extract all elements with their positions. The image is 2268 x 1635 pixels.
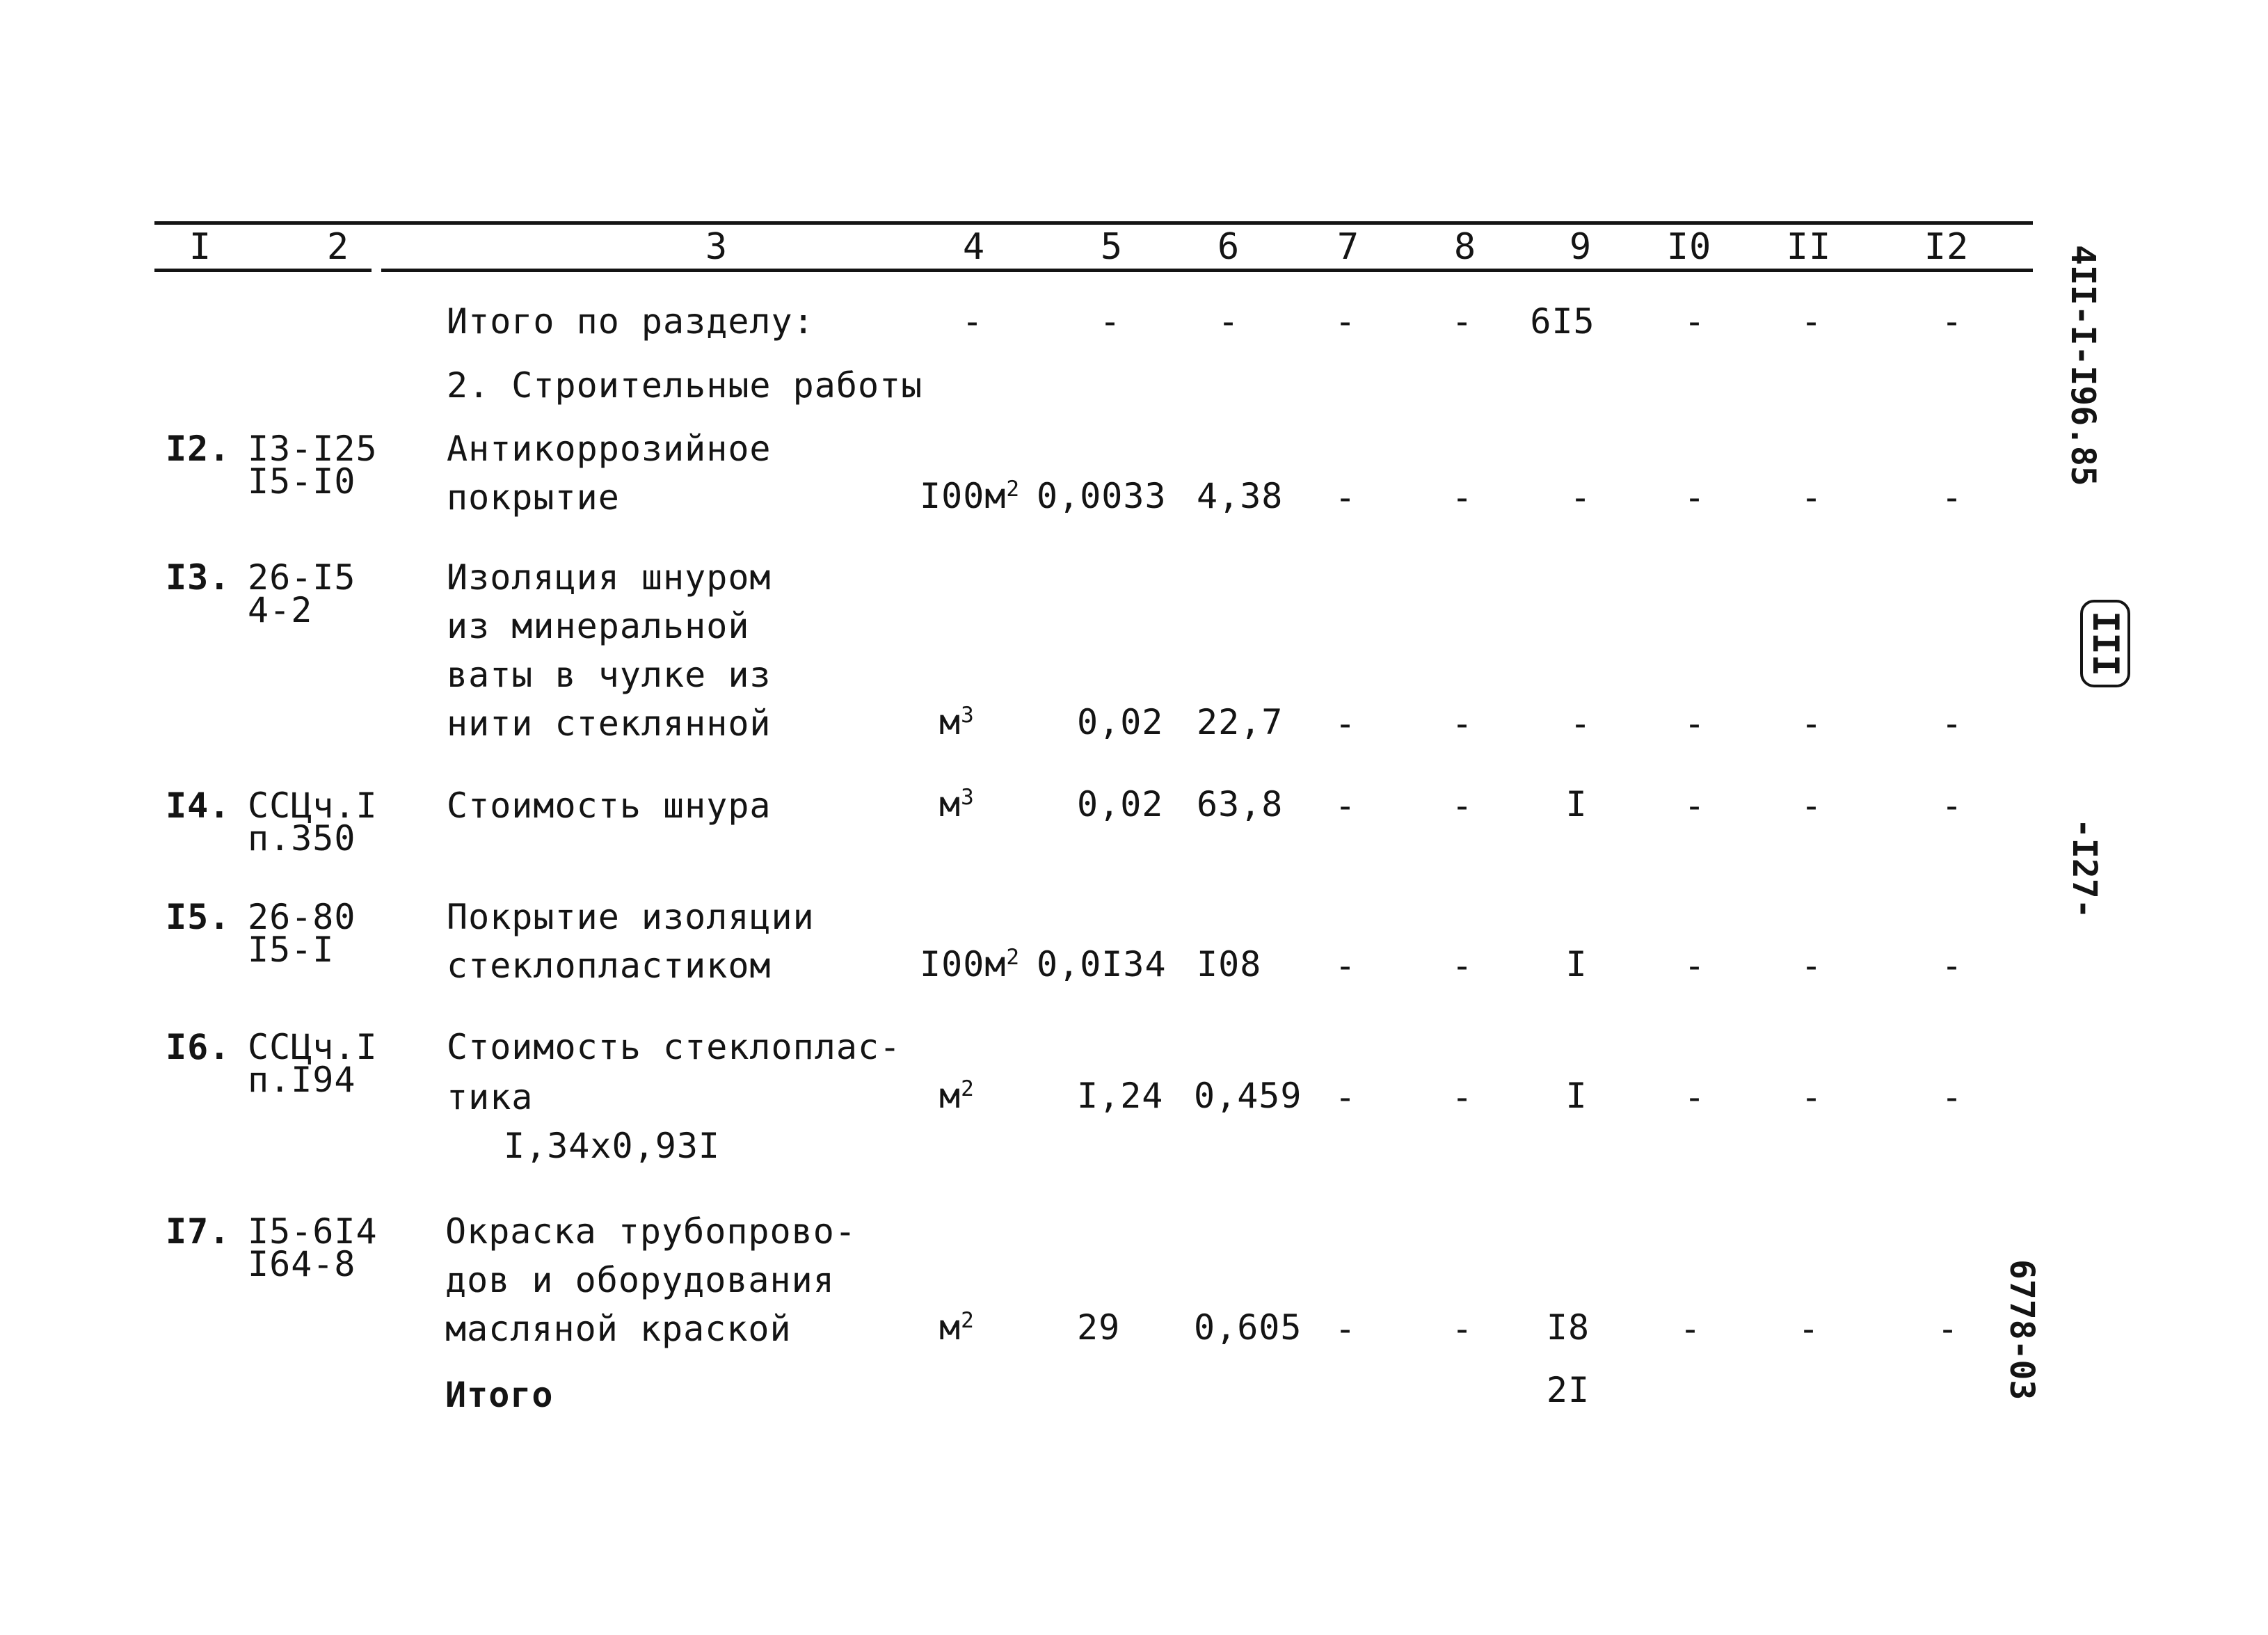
header-col-10: I0 — [1666, 226, 1712, 268]
row-15-c8: - — [1451, 946, 1474, 986]
row-13-desc-line4: нити стеклянной — [447, 703, 772, 744]
row-15-c10: - — [1684, 946, 1706, 986]
row-17-c7: - — [1334, 1309, 1357, 1349]
row-12-c10: - — [1684, 477, 1706, 518]
row-16-c6: 0,459 — [1194, 1076, 1302, 1116]
total-label: Итого — [445, 1375, 554, 1415]
row-13-c9: - — [1570, 703, 1592, 744]
row-16-unit: $м^2$ — [939, 1076, 975, 1116]
row-16-code-line1: ССЦч.I — [248, 1027, 378, 1067]
row-17-number: I7. — [166, 1211, 231, 1252]
row-17-c12: - — [1937, 1309, 1959, 1349]
section-total-label: Итого по разделу: — [447, 301, 815, 342]
row-13-desc-line2: из минеральной — [447, 606, 750, 646]
section-title: 2. Строительные работы — [447, 365, 923, 406]
header-col-4: 4 — [962, 226, 986, 268]
row-14-c11: - — [1800, 785, 1823, 826]
row-17-c10: - — [1679, 1309, 1702, 1349]
row-12-code-line2: I5-I0 — [248, 461, 356, 502]
row-12-c6: 4,38 — [1197, 476, 1284, 516]
row-17-code-line1: I5-6I4 — [248, 1211, 378, 1252]
header-col-2: 2 — [326, 226, 350, 268]
row-13-code-line1: 26-I5 — [248, 557, 356, 598]
row-15-c9: I — [1565, 944, 1588, 984]
section-total-c4: - — [961, 301, 984, 342]
row-17-c9: I8 — [1546, 1307, 1590, 1348]
row-15-number: I5. — [166, 897, 231, 937]
row-14-c7: - — [1334, 785, 1357, 826]
row-14-unit: $м^3$ — [939, 784, 975, 824]
row-12-unit: $I00м^2$ — [920, 476, 1021, 516]
row-12-c12: - — [1941, 477, 1963, 518]
header-col-5: 5 — [1100, 226, 1124, 268]
row-12-c5: 0,0033 — [1037, 476, 1167, 516]
section-total-c12: - — [1941, 301, 1963, 342]
row-14-code-line1: ССЦч.I — [248, 785, 378, 826]
total-c9: 2I — [1546, 1370, 1590, 1410]
header-col-7: 7 — [1336, 226, 1360, 268]
header-col-6: 6 — [1217, 226, 1240, 268]
row-14-c9: I — [1565, 784, 1588, 824]
row-16-code-line2: п.I94 — [248, 1060, 356, 1100]
header-bottom-rule-right — [381, 269, 2033, 272]
row-14-number: I4. — [166, 785, 231, 826]
row-13-c10: - — [1684, 703, 1706, 744]
row-16-number: I6. — [166, 1027, 231, 1067]
row-17-unit: $м^2$ — [939, 1307, 975, 1348]
section-total-c10: - — [1684, 301, 1706, 342]
section-total-c6: - — [1217, 301, 1240, 342]
header-col-12: I2 — [1924, 226, 1970, 268]
row-16-c5: I,24 — [1077, 1076, 1164, 1116]
row-14-desc-line1: Стоимость шнура — [447, 785, 772, 826]
row-15-unit: $I00м^2$ — [920, 944, 1021, 984]
row-16-desc-line2: тика — [447, 1077, 534, 1117]
section-total-c9: 6I5 — [1530, 301, 1595, 342]
row-13-unit: $м^3$ — [939, 702, 975, 742]
row-17-desc-line3: масляной краской — [445, 1309, 792, 1349]
margin-stamp: III — [2080, 600, 2130, 687]
row-12-number: I2. — [166, 429, 231, 469]
row-14-code-line2: п.350 — [248, 818, 356, 859]
row-14-c10: - — [1684, 785, 1706, 826]
row-12-c11: - — [1800, 477, 1823, 518]
row-15-desc-line2: стеклопластиком — [447, 946, 772, 986]
row-15-c6: I08 — [1197, 944, 1262, 984]
margin-page-number: -I27- — [2065, 818, 2104, 919]
row-13-c8: - — [1451, 703, 1474, 744]
row-16-c8: - — [1451, 1077, 1474, 1117]
row-16-c11: - — [1800, 1077, 1823, 1117]
row-13-c12: - — [1941, 703, 1963, 744]
row-15-c7: - — [1334, 946, 1357, 986]
row-17-c6: 0,605 — [1194, 1307, 1302, 1348]
row-15-code-line2: I5-I — [248, 930, 335, 970]
row-17-code-line2: I64-8 — [248, 1244, 356, 1284]
row-17-desc-line1: Окраска трубопрово- — [445, 1211, 856, 1252]
row-12-c8: - — [1451, 477, 1474, 518]
header-col-9: 9 — [1569, 226, 1592, 268]
row-13-c5: 0,02 — [1077, 702, 1164, 742]
row-16-c12: - — [1941, 1077, 1963, 1117]
row-16-c10: - — [1684, 1077, 1706, 1117]
row-14-c8: - — [1451, 785, 1474, 826]
margin-sheet-number: 6778-03 — [2002, 1259, 2041, 1401]
table-top-rule — [154, 221, 2033, 225]
header-col-1: I — [189, 226, 212, 268]
row-16-desc-line1: Стоимость стеклоплас- — [447, 1027, 902, 1067]
header-col-8: 8 — [1453, 226, 1477, 268]
row-14-c6: 63,8 — [1197, 784, 1284, 824]
row-15-c12: - — [1941, 946, 1963, 986]
row-17-desc-line2: дов и оборудования — [445, 1260, 835, 1300]
section-total-c7: - — [1334, 301, 1357, 342]
section-total-c8: - — [1451, 301, 1474, 342]
row-13-c11: - — [1800, 703, 1823, 744]
row-15-desc-line1: Покрытие изоляции — [447, 897, 815, 937]
header-col-11: II — [1786, 226, 1832, 268]
section-total-c11: - — [1800, 301, 1823, 342]
row-12-code-line1: I3-I25 — [248, 429, 378, 469]
row-13-c6: 22,7 — [1197, 702, 1284, 742]
row-17-c11: - — [1798, 1309, 1820, 1349]
margin-doc-code: 4II-I-I96.85 — [2063, 245, 2102, 486]
row-13-desc-line1: Изоляция шнуром — [447, 557, 772, 598]
row-12-desc-line2: покрытие — [447, 477, 620, 518]
row-13-c7: - — [1334, 703, 1357, 744]
row-13-desc-line3: ваты в чулке из — [447, 655, 772, 695]
row-15-code-line1: 26-80 — [248, 897, 356, 937]
row-14-c12: - — [1941, 785, 1963, 826]
row-13-code-line2: 4-2 — [248, 590, 313, 630]
row-12-c9: - — [1570, 477, 1592, 518]
row-14-c5: 0,02 — [1077, 784, 1164, 824]
row-16-desc-line3: I,34х0,93I — [504, 1126, 721, 1166]
row-12-c7: - — [1334, 477, 1357, 518]
header-col-3: 3 — [705, 226, 728, 268]
row-15-c11: - — [1800, 946, 1823, 986]
row-12-desc-line1: Антикоррозийное — [447, 429, 772, 469]
row-16-c9: I — [1565, 1076, 1588, 1116]
row-16-c7: - — [1334, 1077, 1357, 1117]
row-15-c5: 0,0I34 — [1037, 944, 1167, 984]
row-17-c5: 29 — [1077, 1307, 1121, 1348]
row-13-number: I3. — [166, 557, 231, 598]
row-17-c8: - — [1451, 1309, 1474, 1349]
header-bottom-rule-left — [154, 269, 372, 272]
section-total-c5: - — [1099, 301, 1121, 342]
